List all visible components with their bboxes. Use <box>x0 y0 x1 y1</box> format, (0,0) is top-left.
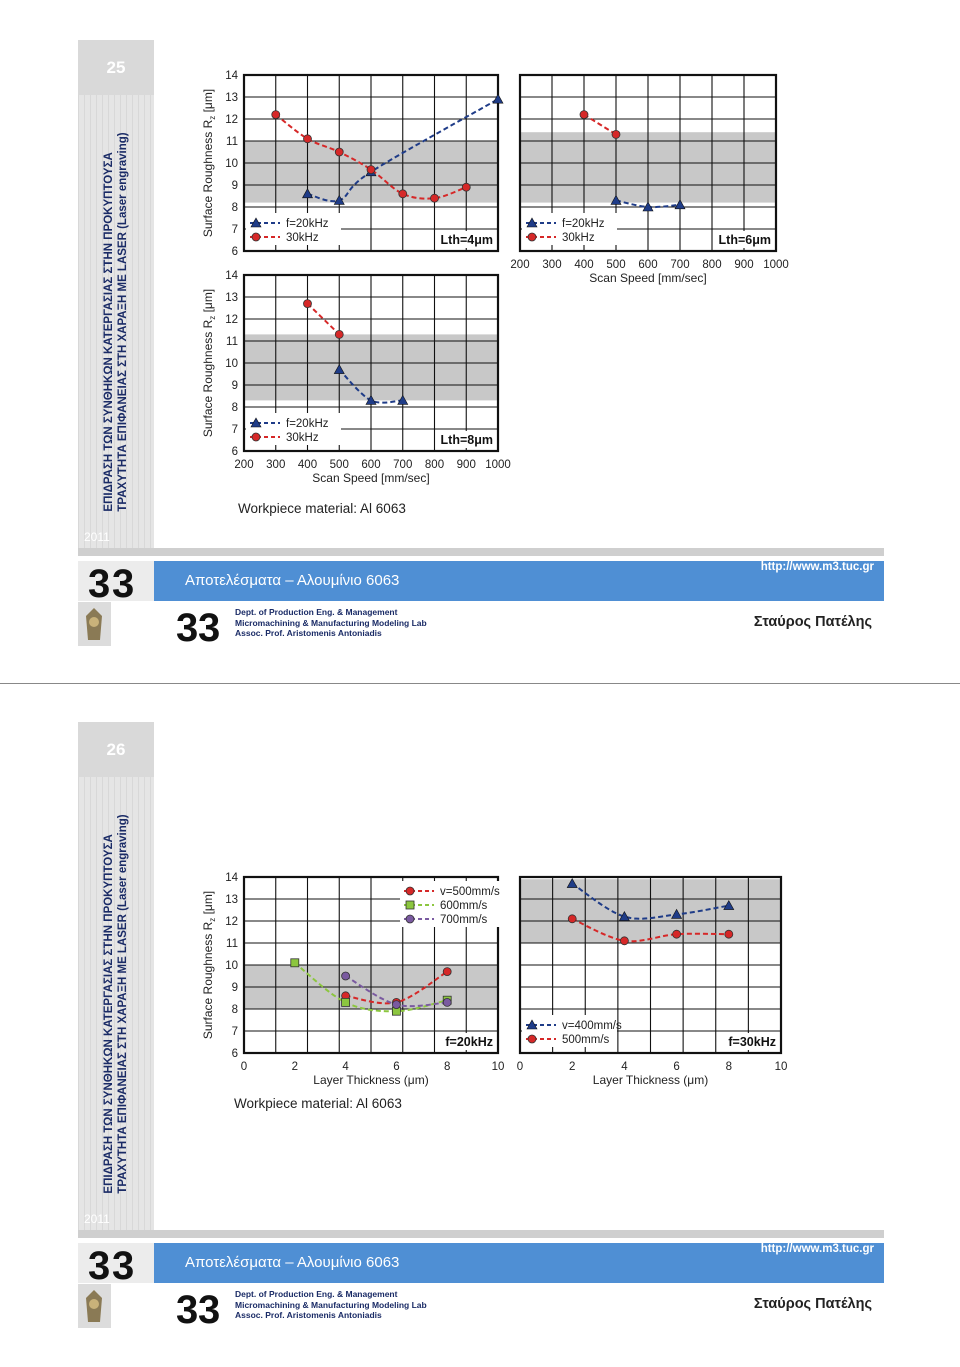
legend-label: f=20kHz <box>562 218 605 230</box>
footer-lab: Micromachining & Manufacturing Modeling Lab <box>235 617 427 628</box>
legend-label: 700mm/s <box>440 914 488 926</box>
data-point <box>342 998 350 1006</box>
legend-label: f=20kHz <box>286 418 329 430</box>
data-point <box>367 166 375 174</box>
data-point <box>272 111 280 119</box>
y-tick-label: 6 <box>231 1048 238 1060</box>
y-tick-label: 13 <box>225 92 238 104</box>
sidebar-title-line2: ΤΡΑΧΥΤΗΤΑ ΕΠΙΦΑΝΕΙΑΣ ΣΤΗ ΧΑΡΑΞΗ ΜΕ LASER (Laser engraving) <box>117 132 129 512</box>
x-tick-label: 8 <box>443 1061 451 1073</box>
workpiece-label: Workpiece material: Al 6063 <box>234 1096 402 1111</box>
data-point <box>399 190 407 198</box>
x-tick-label: 1000 <box>485 459 511 471</box>
y-axis-label: Surface Roughness $R_z$ [μm] <box>201 88 217 238</box>
x-tick-label: 300 <box>542 259 562 271</box>
svg-text:3: 3 <box>88 562 111 601</box>
x-tick-label: 400 <box>574 259 594 271</box>
y-axis-label: Surface Roughness $R_z$ [μm] <box>201 288 217 438</box>
legend-label: f=20kHz <box>286 218 329 230</box>
data-point <box>443 968 451 976</box>
annotation-label: f=20kHz <box>445 1035 493 1049</box>
x-tick-label: 600 <box>361 459 381 471</box>
footer-dept: Dept. of Production Eng. & Management <box>235 607 398 617</box>
page-divider <box>0 683 960 684</box>
legend <box>400 881 512 927</box>
x-tick-label: 2 <box>291 1061 299 1073</box>
lab-logo-icon <box>176 1286 232 1326</box>
legend-marker <box>406 887 414 895</box>
legend-marker <box>406 915 414 923</box>
data-point <box>462 183 470 191</box>
data-point <box>725 930 733 938</box>
svg-text:3: 3 <box>176 606 199 644</box>
x-tick-label: 500 <box>606 259 626 271</box>
m3-logo-icon <box>78 561 154 601</box>
sidebar-title <box>102 132 130 511</box>
chart-lth8 <box>200 267 520 492</box>
separator-strip <box>78 1230 884 1238</box>
y-tick-label: 14 <box>225 270 238 282</box>
y-tick-label: 8 <box>231 1004 238 1016</box>
data-point <box>568 915 576 923</box>
x-axis-label: Layer Thickness (μm) <box>592 1073 709 1087</box>
workpiece-label: Workpiece material: Al 6063 <box>238 501 406 516</box>
m3-logo <box>78 1243 154 1283</box>
svg-text:3: 3 <box>88 1244 111 1283</box>
data-point <box>291 959 299 967</box>
legend-marker <box>252 433 260 441</box>
y-tick-label: 6 <box>231 246 238 258</box>
lab-info <box>235 1289 427 1321</box>
data-point <box>673 930 681 938</box>
y-tick-label: 12 <box>225 314 238 326</box>
y-tick-label: 11 <box>226 136 238 148</box>
data-point <box>304 135 312 143</box>
y-tick-label: 9 <box>231 180 238 192</box>
y-tick-label: 9 <box>231 982 238 994</box>
x-tick-label: 6 <box>393 1061 400 1073</box>
separator-strip <box>78 548 884 556</box>
sidebar-title-line2: ΤΡΑΧΥΤΗΤΑ ΕΠΙΦΑΝΕΙΑΣ ΣΤΗ ΧΑΡΑΞΗ ΜΕ LASER (Laser engraving) <box>117 814 129 1194</box>
chart-f30 <box>508 869 803 1094</box>
x-tick-label: 200 <box>510 259 530 271</box>
footer <box>78 1284 884 1328</box>
x-tick-label: 6 <box>673 1061 680 1073</box>
footer-prof: Assoc. Prof. Aristomenis Antoniadis <box>235 628 382 638</box>
svg-text:3: 3 <box>112 562 135 601</box>
footer-lab: Micromachining & Manufacturing Modeling Lab <box>235 1299 427 1310</box>
x-tick-label: 700 <box>393 459 413 471</box>
data-point <box>392 1001 400 1009</box>
sidebar <box>78 95 154 550</box>
legend-marker <box>528 1035 536 1043</box>
x-tick-label: 0 <box>240 1061 248 1073</box>
legend-label: 500mm/s <box>562 1034 610 1046</box>
y-tick-label: 14 <box>225 872 238 884</box>
legend <box>522 213 617 245</box>
svg-text:3: 3 <box>198 1288 221 1326</box>
x-axis-label: Layer Thickness (μm) <box>313 1073 429 1087</box>
year-label: 2011 <box>84 1212 110 1226</box>
annotation-label: Lth=4μm <box>440 233 493 247</box>
sidebar-title-line1: ΕΠΙΔΡΑΣΗ ΤΩΝ ΣΥΝΘΗΚΩΝ ΚΑΤΕΡΓΑΣΙΑΣ ΣΤΗΝ ΠΡΟΚΥΠΤΟΥΣΑ <box>103 152 115 512</box>
year-label: 2011 <box>84 530 110 544</box>
annotation-label: Lth=6μm <box>718 233 771 247</box>
x-tick-label: 2 <box>568 1061 576 1073</box>
slide-title: Αποτελέσματα – Αλουμίνιο 6063 <box>185 1254 400 1271</box>
y-tick-label: 14 <box>225 70 238 82</box>
website-link[interactable]: http://www.m3.tuc.gr <box>760 561 874 573</box>
data-point <box>335 330 343 338</box>
x-tick-label: 900 <box>456 459 476 471</box>
y-tick-label: 11 <box>226 336 238 348</box>
legend-label: 30kHz <box>286 432 319 444</box>
data-point <box>443 998 451 1006</box>
y-tick-label: 10 <box>225 158 238 170</box>
y-tick-label: 10 <box>225 358 238 370</box>
legend <box>246 213 341 245</box>
x-axis-label: Scan Speed [mm/sec] <box>589 271 707 285</box>
x-tick-label: 8 <box>725 1061 733 1073</box>
x-tick-label: 4 <box>342 1061 349 1073</box>
annotation-label: f=30kHz <box>728 1035 776 1049</box>
legend-marker <box>406 901 414 909</box>
university-emblem-icon <box>78 602 111 646</box>
chart-f20 <box>200 869 520 1094</box>
legend <box>246 413 341 445</box>
data-point <box>620 937 628 945</box>
author-name: Σταύρος Πατέλης <box>753 614 872 630</box>
x-tick-label: 200 <box>234 459 254 471</box>
y-tick-label: 12 <box>225 114 238 126</box>
legend-marker <box>528 233 536 241</box>
annotation-label: Lth=8μm <box>440 433 493 447</box>
m3-logo <box>78 561 154 601</box>
x-tick-label: 300 <box>266 459 286 471</box>
y-tick-label: 13 <box>225 292 238 304</box>
m3-logo-icon <box>78 1243 154 1283</box>
x-tick-label: 500 <box>329 459 349 471</box>
data-point <box>342 972 350 980</box>
data-point <box>304 300 312 308</box>
x-tick-label: 10 <box>774 1061 788 1073</box>
website-link[interactable]: http://www.m3.tuc.gr <box>760 1243 874 1255</box>
data-point <box>431 194 439 202</box>
data-point <box>612 130 620 138</box>
legend-label: 30kHz <box>562 232 595 244</box>
series-line <box>584 115 616 135</box>
data-point <box>335 148 343 156</box>
y-tick-label: 8 <box>231 402 238 414</box>
y-axis-label: Surface Roughness $R_z$ [μm] <box>201 890 217 1040</box>
y-tick-label: 9 <box>231 380 238 392</box>
svg-text:3: 3 <box>112 1244 135 1283</box>
data-point <box>493 94 503 103</box>
footer <box>78 602 884 646</box>
y-tick-label: 12 <box>225 916 238 928</box>
x-tick-label: 0 <box>516 1061 524 1073</box>
svg-text:3: 3 <box>176 1288 199 1326</box>
y-tick-label: 7 <box>231 224 238 236</box>
sidebar-title-line1: ΕΠΙΔΡΑΣΗ ΤΩΝ ΣΥΝΘΗΚΩΝ ΚΑΤΕΡΓΑΣΙΑΣ ΣΤΗΝ ΠΡΟΚΥΠΤΟΥΣΑ <box>103 834 115 1194</box>
title-bar <box>78 561 884 601</box>
legend-label: 600mm/s <box>440 900 488 912</box>
x-tick-label: 900 <box>734 259 754 271</box>
x-tick-label: 800 <box>702 259 722 271</box>
university-emblem-icon <box>78 1284 111 1328</box>
slide-number: 25 <box>78 40 154 95</box>
chart-lth4 <box>200 67 520 282</box>
y-tick-label: 13 <box>225 894 238 906</box>
x-tick-label: 700 <box>670 259 690 271</box>
y-tick-label: 7 <box>231 1026 238 1038</box>
sidebar-title <box>102 814 130 1193</box>
sidebar <box>78 777 154 1232</box>
legend-label: v=400mm/s <box>562 1020 622 1032</box>
x-tick-label: 10 <box>491 1061 505 1073</box>
y-tick-label: 8 <box>231 202 238 214</box>
y-tick-label: 7 <box>231 424 238 436</box>
title-bar <box>78 1243 884 1283</box>
footer-prof: Assoc. Prof. Aristomenis Antoniadis <box>235 1310 382 1320</box>
x-tick-label: 800 <box>424 459 445 471</box>
legend-label: 30kHz <box>286 232 319 244</box>
x-axis-label: Scan Speed [mm/sec] <box>312 471 430 485</box>
lab-info <box>235 607 427 639</box>
legend-label: v=500mm/s <box>440 886 500 898</box>
x-tick-label: 1000 <box>763 259 789 271</box>
slide-title: Αποτελέσματα – Αλουμίνιο 6063 <box>185 572 400 589</box>
svg-text:3: 3 <box>198 606 221 644</box>
footer-dept: Dept. of Production Eng. & Management <box>235 1289 398 1299</box>
x-tick-label: 400 <box>297 459 318 471</box>
slide-26 <box>78 722 884 1326</box>
y-tick-label: 6 <box>231 446 238 458</box>
y-tick-label: 10 <box>225 960 238 972</box>
x-tick-label: 600 <box>638 259 658 271</box>
slide-number: 26 <box>78 722 154 777</box>
legend <box>522 1015 622 1047</box>
data-point <box>580 111 588 119</box>
author-name: Σταύρος Πατέλης <box>753 1296 872 1312</box>
chart-lth6 <box>508 67 798 297</box>
legend-marker <box>252 233 260 241</box>
y-tick-label: 11 <box>226 938 238 950</box>
x-tick-label: 4 <box>621 1061 628 1073</box>
slide-25 <box>78 40 884 644</box>
lab-logo-icon <box>176 604 232 644</box>
